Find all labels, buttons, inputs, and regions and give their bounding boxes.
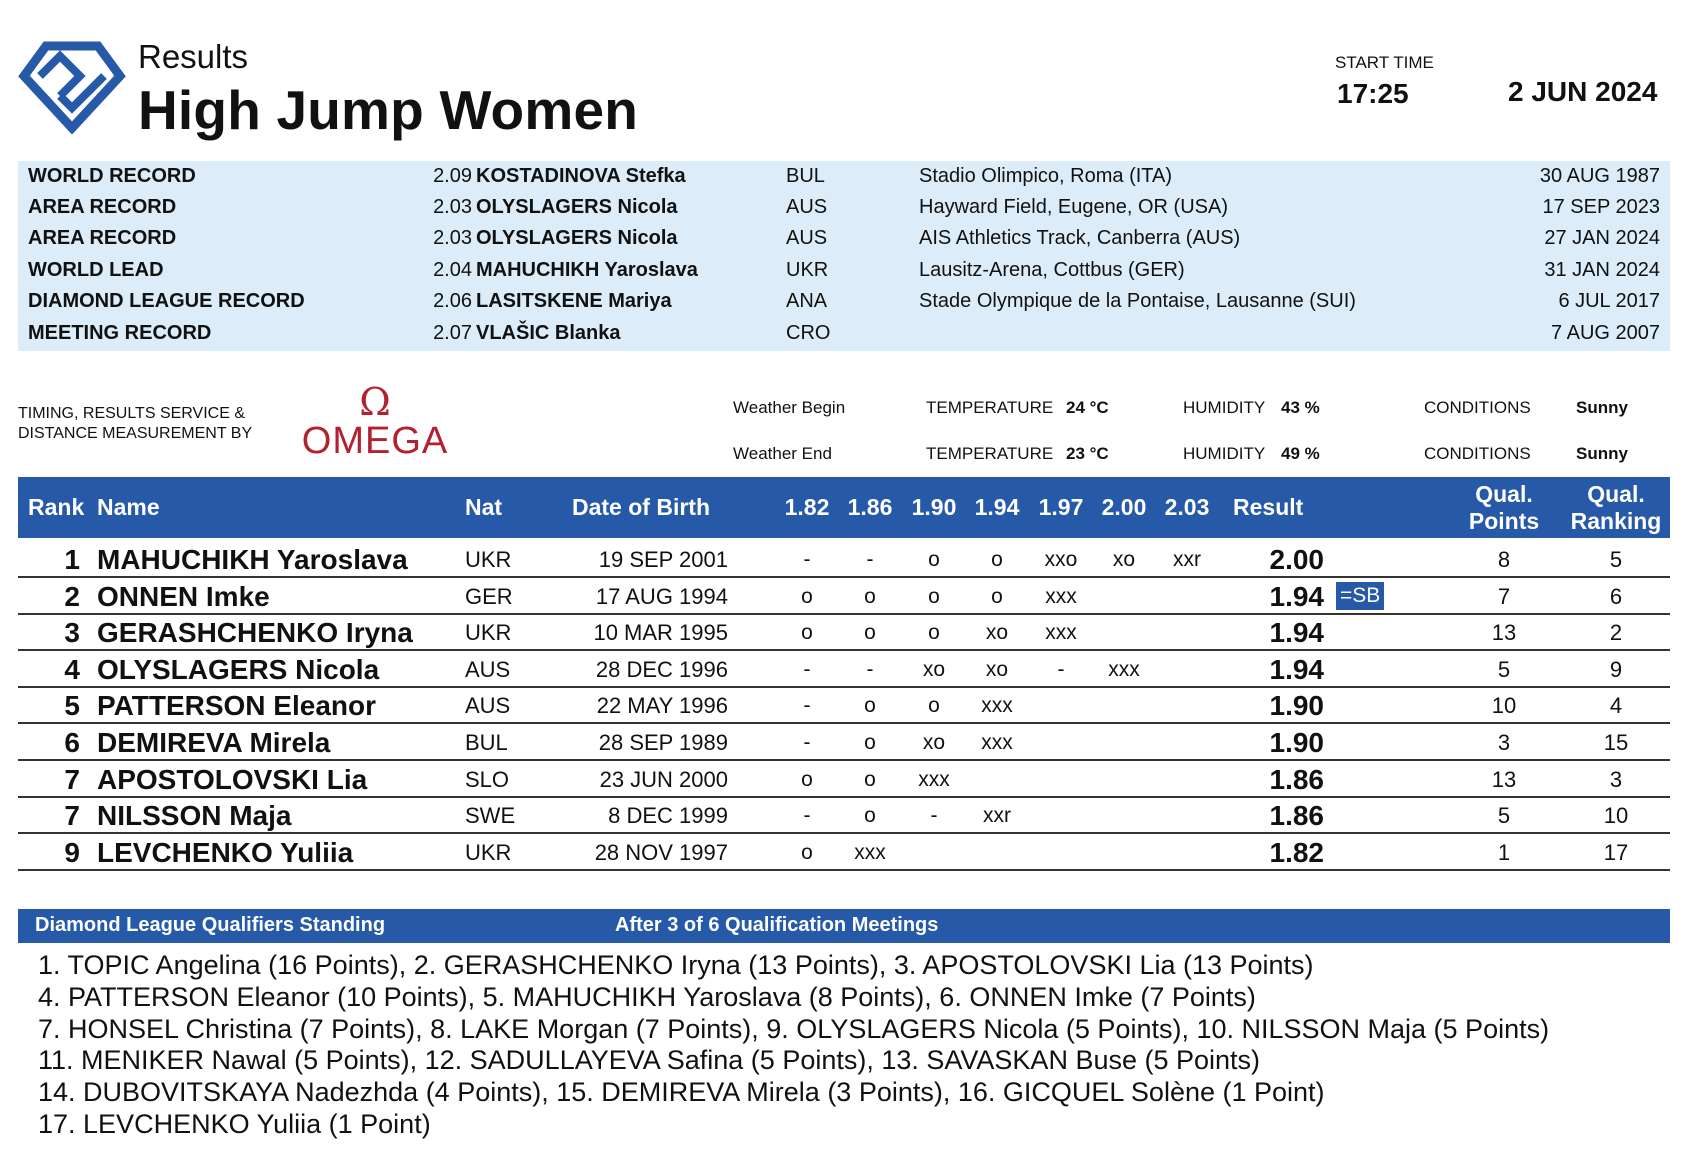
col-result: Result — [1233, 494, 1304, 520]
col-height: 2.03 — [1164, 494, 1210, 520]
dob-cell: 23 JUN 2000 — [599, 766, 728, 792]
attempt-cell: o — [864, 731, 876, 754]
qual-points-cell: 13 — [1491, 620, 1517, 646]
athlete-name: LEVCHENKO Yuliia — [97, 836, 354, 868]
col-height: 2.00 — [1101, 494, 1147, 520]
rank-cell: 6 — [64, 727, 80, 758]
record-row — [18, 192, 1670, 223]
qual-ranking-cell: 3 — [1609, 766, 1623, 792]
col-qual-ranking — [1570, 477, 1662, 538]
record-nat: CRO — [786, 322, 831, 344]
record-row — [18, 161, 1670, 192]
qual-ranking-cell: 2 — [1609, 620, 1623, 646]
attempt-cell: o — [801, 840, 813, 864]
attempt-cell: xxo — [1044, 548, 1078, 571]
standings-bar — [18, 909, 1670, 943]
record-type: MEETING RECORD — [28, 322, 212, 344]
athlete-name: MAHUCHIKH Yaroslava — [97, 544, 408, 575]
attempt-cell: o — [928, 548, 940, 571]
attempt-cell: xxx — [918, 767, 950, 791]
table-row — [18, 796, 1670, 834]
attempt-cell: o — [864, 804, 876, 828]
record-mark: 2.03 — [433, 227, 472, 249]
standings-line: 14. DUBOVITSKAYA Nadezhda (4 Points), 15. DEMIREVA Mirela (3 Points), 16. GICQUEL Solène (1 Point) — [38, 1077, 1325, 1108]
weather-label: Weather Begin — [733, 398, 846, 417]
attempt-cell: - — [803, 804, 811, 828]
records-table — [18, 161, 1670, 351]
record-date: 27 JAN 2024 — [1544, 227, 1660, 249]
record-mark: 2.09 — [433, 165, 472, 187]
result-cell: 1.94 — [1269, 653, 1324, 685]
attempt-cell: xo — [985, 657, 1009, 681]
attempt-cell: o — [991, 548, 1003, 571]
athlete-name: ONNEN Imke — [97, 580, 270, 612]
col-height: 1.94 — [974, 494, 1020, 520]
attempt-cell: xxr — [1173, 548, 1201, 571]
result-cell: 2.00 — [1269, 544, 1324, 575]
record-mark: 2.03 — [433, 196, 472, 218]
nat-cell: UKR — [465, 547, 512, 572]
qual-points-cell: 7 — [1497, 583, 1511, 609]
temperature-label: TEMPERATURE — [926, 398, 1054, 417]
standings-subtitle: After 3 of 6 Qualification Meetings — [615, 914, 939, 936]
attempt-cell: xxx — [1108, 657, 1140, 681]
record-nat: BUL — [786, 165, 825, 187]
qual-points-cell: 5 — [1497, 656, 1511, 682]
qual-ranking-cell: 4 — [1609, 693, 1623, 719]
attempt-cell: xxx — [981, 731, 1013, 754]
record-holder: LASITSKENE Mariya — [476, 290, 672, 312]
qual-ranking-cell: 15 — [1603, 730, 1629, 755]
weather-label: Weather End — [733, 444, 832, 463]
dob-cell: 10 MAR 1995 — [593, 620, 728, 646]
omega-logo — [290, 382, 460, 462]
dob-cell: 28 DEC 1996 — [595, 656, 728, 682]
humidity-label: HUMIDITY — [1183, 398, 1266, 417]
attempt-cell: - — [1057, 657, 1065, 681]
col-qual-ranking-line: Ranking — [1570, 507, 1662, 534]
attempt-cell: o — [864, 584, 876, 608]
timing-credit — [18, 404, 252, 444]
conditions-label: CONDITIONS — [1424, 444, 1531, 463]
omega-symbol-icon: Ω — [359, 380, 391, 424]
record-holder: KOSTADINOVA Stefka — [476, 165, 686, 187]
rank-cell: 9 — [64, 836, 80, 868]
attempt-cell: o — [991, 584, 1003, 608]
attempt-cell: xxr — [983, 804, 1011, 828]
qual-ranking-cell: 9 — [1609, 656, 1623, 682]
table-row — [18, 833, 1670, 871]
event-date: 2 JUN 2024 — [1508, 76, 1658, 107]
standings-line: 4. PATTERSON Eleanor (10 Points), 5. MAHUCHIKH Yaroslava (8 Points), 6. ONNEN Imke (7 Points) — [38, 981, 1256, 1012]
attempt-cell: - — [866, 548, 874, 571]
record-date: 17 SEP 2023 — [1542, 196, 1660, 218]
attempt-cell: - — [803, 731, 811, 754]
record-row — [18, 286, 1670, 317]
attempt-cell: - — [803, 657, 811, 681]
temperature-value: 24 °C — [1066, 398, 1109, 417]
record-venue: Lausitz-Arena, Cottbus (GER) — [919, 259, 1185, 281]
col-qual-points-line: Points — [1468, 507, 1540, 534]
nat-cell: SWE — [465, 803, 516, 829]
rank-cell: 2 — [64, 580, 80, 612]
start-time-label: START TIME — [1335, 53, 1434, 72]
nat-cell: AUS — [465, 693, 511, 719]
table-row — [18, 650, 1670, 688]
record-row — [18, 223, 1670, 254]
results-heading: Results — [138, 38, 249, 75]
timing-credit-line: DISTANCE MEASUREMENT BY — [18, 425, 253, 442]
nat-cell: BUL — [465, 730, 508, 755]
record-type: WORLD LEAD — [28, 259, 164, 281]
qual-points-cell: 8 — [1497, 547, 1511, 572]
qual-ranking-cell: 5 — [1609, 547, 1623, 572]
dob-cell: 19 SEP 2001 — [598, 547, 728, 572]
table-row — [18, 577, 1670, 615]
record-holder: MAHUCHIKH Yaroslava — [476, 259, 698, 281]
rank-cell: 7 — [64, 763, 80, 795]
result-cell: 1.86 — [1269, 763, 1324, 795]
season-best-badge: =SB — [1336, 582, 1384, 610]
dob-cell: 28 SEP 1989 — [598, 730, 728, 755]
record-type: AREA RECORD — [28, 227, 177, 249]
athlete-name: DEMIREVA Mirela — [97, 727, 331, 758]
record-row — [18, 318, 1670, 349]
table-row — [18, 613, 1670, 651]
attempt-cell: - — [803, 548, 811, 571]
result-cell: 1.86 — [1269, 800, 1324, 832]
record-venue: AIS Athletics Track, Canberra (AUS) — [919, 227, 1241, 249]
attempt-cell: o — [801, 584, 813, 608]
attempt-cell: o — [928, 694, 940, 718]
table-row — [18, 540, 1670, 578]
conditions-label: CONDITIONS — [1424, 398, 1531, 417]
table-row — [18, 686, 1670, 724]
dob-cell: 28 NOV 1997 — [594, 839, 728, 865]
standings-list — [38, 950, 1549, 1141]
result-cell: 1.82 — [1269, 836, 1324, 868]
record-venue: Hayward Field, Eugene, OR (USA) — [919, 196, 1229, 218]
col-height: 1.97 — [1038, 494, 1084, 520]
dob-cell: 17 AUG 1994 — [595, 583, 728, 609]
attempt-cell: o — [864, 694, 876, 718]
results-table-header — [18, 477, 1670, 538]
record-holder: OLYSLAGERS Nicola — [476, 196, 678, 218]
conditions-value: Sunny — [1576, 444, 1628, 463]
attempt-cell: o — [801, 767, 813, 791]
diamond-league-logo — [18, 40, 126, 134]
record-mark: 2.06 — [433, 290, 472, 312]
record-type: WORLD RECORD — [28, 165, 196, 187]
attempt-cell: o — [864, 621, 876, 645]
qual-points-cell: 1 — [1497, 839, 1511, 865]
rank-cell: 4 — [64, 653, 80, 685]
record-nat: ANA — [786, 290, 828, 312]
record-nat: UKR — [786, 259, 829, 281]
qual-ranking-cell: 10 — [1603, 803, 1629, 829]
nat-cell: AUS — [465, 656, 511, 682]
temperature-label: TEMPERATURE — [926, 444, 1054, 463]
record-date: 7 AUG 2007 — [1551, 322, 1660, 344]
attempt-cell: o — [864, 767, 876, 791]
conditions-value: Sunny — [1576, 398, 1628, 417]
col-name: Name — [97, 494, 160, 520]
athlete-name: PATTERSON Eleanor — [97, 690, 377, 722]
rank-cell: 3 — [64, 617, 80, 649]
col-qual-points-line: Qual. — [1475, 480, 1533, 507]
col-rank: Rank — [28, 494, 85, 520]
start-time: 17:25 — [1337, 78, 1409, 109]
table-row — [18, 760, 1670, 798]
col-height: 1.86 — [847, 494, 893, 520]
qual-ranking-cell: 6 — [1609, 583, 1623, 609]
attempt-cell: xo — [1112, 548, 1136, 571]
record-mark: 2.07 — [433, 322, 472, 344]
record-nat: AUS — [786, 227, 828, 249]
timing-credit-line: TIMING, RESULTS SERVICE & — [18, 405, 246, 422]
record-mark: 2.04 — [433, 259, 472, 281]
col-dob: Date of Birth — [572, 494, 710, 520]
col-height: 1.82 — [784, 494, 830, 520]
record-type: AREA RECORD — [28, 196, 177, 218]
col-nat: Nat — [465, 494, 503, 520]
attempt-cell: xo — [922, 731, 946, 754]
dob-cell: 8 DEC 1999 — [608, 803, 728, 829]
record-type: DIAMOND LEAGUE RECORD — [28, 290, 305, 312]
qual-points-cell: 13 — [1491, 766, 1517, 792]
nat-cell: GER — [465, 583, 513, 609]
omega-wordmark: OMEGA — [301, 420, 449, 462]
result-cell: 1.90 — [1269, 690, 1324, 722]
col-height: 1.90 — [911, 494, 957, 520]
qual-points-cell: 10 — [1491, 693, 1517, 719]
record-holder: OLYSLAGERS Nicola — [476, 227, 678, 249]
attempt-cell: - — [803, 694, 811, 718]
dob-cell: 22 MAY 1996 — [596, 693, 728, 719]
record-date: 6 JUL 2017 — [1558, 290, 1660, 312]
standings-line: 7. HONSEL Christina (7 Points), 8. LAKE Morgan (7 Points), 9. OLYSLAGERS Nicola (5 Points), 10. NILSSON Maja (5 Points) — [38, 1013, 1550, 1044]
qual-ranking-cell: 17 — [1603, 839, 1629, 865]
nat-cell: UKR — [465, 839, 512, 865]
athlete-name: GERASHCHENKO Iryna — [97, 617, 413, 649]
rank-cell: 1 — [64, 544, 80, 575]
record-date: 31 JAN 2024 — [1544, 259, 1660, 281]
rank-cell: 5 — [64, 690, 80, 722]
athlete-name: NILSSON Maja — [97, 800, 292, 832]
result-cell: 1.94 — [1269, 580, 1324, 612]
attempt-cell: xxx — [981, 694, 1013, 718]
humidity-value: 49 % — [1281, 444, 1320, 463]
attempt-cell: - — [930, 804, 938, 828]
rank-cell: 7 — [64, 800, 80, 832]
nat-cell: UKR — [465, 620, 512, 646]
attempt-cell: - — [866, 657, 874, 681]
record-row — [18, 255, 1670, 286]
record-holder: VLAŠIC Blanka — [476, 322, 621, 344]
result-cell: 1.90 — [1269, 727, 1324, 758]
standings-line: 1. TOPIC Angelina (16 Points), 2. GERASHCHENKO Iryna (13 Points), 3. APOSTOLOVSKI Lia (13 Points) — [38, 950, 1314, 980]
table-row — [18, 723, 1670, 761]
humidity-value: 43 % — [1281, 398, 1320, 417]
standings-title: Diamond League Qualifiers Standing — [35, 914, 386, 936]
attempt-cell: o — [801, 621, 813, 645]
record-venue: Stade Olympique de la Pontaise, Lausanne (SUI) — [919, 290, 1356, 312]
attempt-cell: xo — [922, 657, 946, 681]
attempt-cell: xxx — [1045, 621, 1077, 645]
nat-cell: SLO — [465, 766, 510, 792]
attempt-cell: o — [928, 584, 940, 608]
temperature-value: 23 °C — [1066, 444, 1109, 463]
attempt-cell: xo — [985, 621, 1009, 645]
result-cell: 1.94 — [1269, 617, 1324, 649]
attempt-cell: xxx — [1045, 584, 1077, 608]
qual-points-cell: 3 — [1497, 730, 1511, 755]
humidity-label: HUMIDITY — [1183, 444, 1266, 463]
col-qual-ranking-line: Qual. — [1587, 480, 1645, 507]
athlete-name: OLYSLAGERS Nicola — [97, 653, 380, 685]
standings-line: 11. MENIKER Nawal (5 Points), 12. SADULLAYEVA Safina (5 Points), 13. SAVASKAN Buse (5 Points) — [38, 1045, 1261, 1076]
attempt-cell: xxx — [854, 840, 886, 864]
col-qual-points — [1464, 477, 1544, 538]
event-title: High Jump Women — [138, 79, 639, 141]
attempt-cell: o — [928, 621, 940, 645]
qual-points-cell: 5 — [1497, 803, 1511, 829]
athlete-name: APOSTOLOVSKI Lia — [97, 763, 368, 795]
record-nat: AUS — [786, 196, 828, 218]
standings-line: 17. LEVCHENKO Yuliia (1 Point) — [38, 1108, 431, 1139]
record-date: 30 AUG 1987 — [1539, 165, 1660, 187]
record-venue: Stadio Olimpico, Roma (ITA) — [919, 165, 1173, 187]
